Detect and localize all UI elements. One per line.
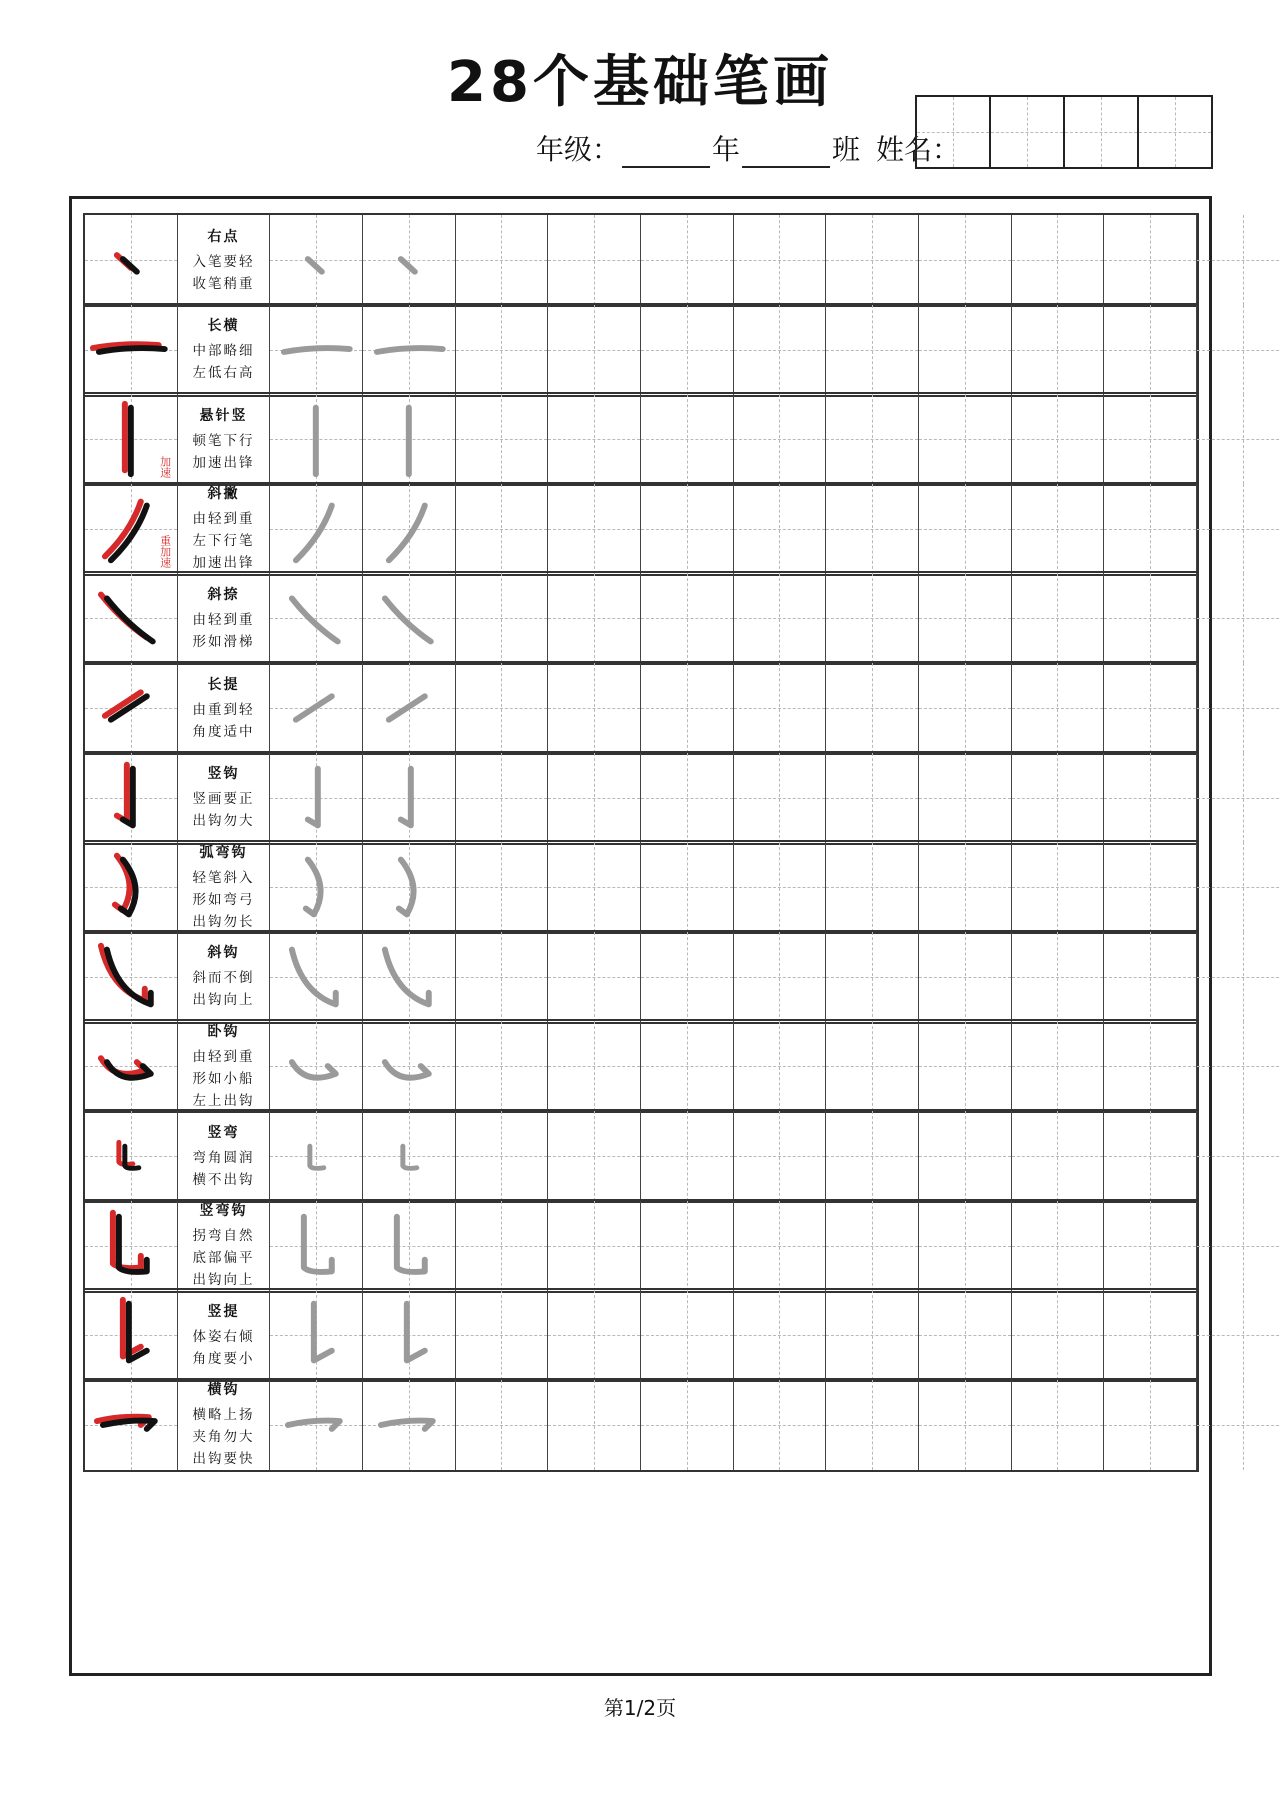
model-stroke-cell [85,1380,178,1470]
practice-cell[interactable] [641,573,734,663]
stroke-name: 弧弯钩 [199,844,248,861]
stroke-tip: 弯角圆润 [192,1149,255,1166]
name-grid[interactable] [915,95,1213,169]
stroke-row [83,303,1199,397]
practice-cell[interactable] [1197,1380,1280,1470]
stroke-info-cell [178,394,271,484]
name-cell[interactable] [991,97,1065,167]
practice-cell[interactable] [919,215,1012,305]
practice-cell[interactable] [1197,753,1280,843]
trace-cell[interactable] [363,1201,456,1291]
trace-stroke-icon [363,1021,455,1111]
stroke-tip: 体姿右倾 [192,1328,255,1345]
practice-cell[interactable] [641,663,734,753]
practice-cell[interactable] [734,1111,827,1201]
trace-stroke-icon [363,932,455,1022]
stroke-name: 卧钩 [207,1023,240,1040]
grade-year-blank[interactable] [622,140,710,168]
stroke-name: 竖提 [207,1303,240,1320]
stroke-info-cell [178,842,271,932]
stroke-name: 悬针竖 [199,407,248,424]
stroke-tip: 出钩要快 [192,1451,255,1468]
trace-cell[interactable] [363,215,456,305]
practice-cell[interactable] [919,663,1012,753]
practice-cell[interactable] [919,753,1012,843]
trace-cell[interactable] [270,305,363,395]
stroke-name: 长横 [207,318,240,335]
stroke-tip: 夹角勿大 [192,1429,255,1446]
practice-cell[interactable] [1197,1021,1280,1111]
practice-cell[interactable] [456,1021,549,1111]
stroke-info-cell [178,753,271,843]
trace-stroke-icon [270,842,362,932]
trace-cell[interactable] [270,1290,363,1380]
model-stroke-icon [85,1111,177,1201]
trace-cell[interactable] [270,1380,363,1470]
trace-cell[interactable] [270,663,363,753]
practice-cell[interactable] [1012,663,1105,753]
practice-cell[interactable] [734,1201,827,1291]
practice-cell[interactable] [1012,573,1105,663]
stroke-tip: 出钩勿长 [192,913,255,930]
practice-cell[interactable] [1197,305,1280,395]
stroke-tip: 形如滑梯 [192,633,255,650]
practice-cell[interactable] [641,1021,734,1111]
stroke-tip: 顿笔下行 [192,432,255,449]
practice-cell[interactable] [548,305,641,395]
practice-cell[interactable] [641,484,734,574]
model-stroke-icon [85,663,177,753]
stroke-tip: 出钩勿大 [192,813,255,830]
practice-cell[interactable] [1012,1201,1105,1291]
stroke-row [83,392,1199,486]
stroke-tip: 形如小船 [192,1070,255,1087]
practice-cell[interactable] [456,305,549,395]
trace-cell[interactable] [363,484,456,574]
model-stroke-cell [85,394,178,484]
stroke-info-cell [178,484,271,574]
trace-stroke-icon [363,753,455,843]
stroke-tip: 角度要小 [192,1350,255,1367]
practice-cell[interactable] [1104,1290,1197,1380]
stroke-row [83,661,1199,755]
model-stroke-cell [85,1201,178,1291]
practice-cell[interactable] [826,1290,919,1380]
stroke-info-cell [178,1021,271,1111]
stroke-tip: 加速出锋 [192,454,255,471]
practice-cell[interactable] [826,1201,919,1291]
model-stroke-cell [85,1021,178,1111]
practice-cell[interactable] [1104,484,1197,574]
stroke-row [83,930,1199,1024]
model-stroke-icon [85,1201,177,1291]
practice-cell[interactable] [919,1290,1012,1380]
grade-label: 年级： [536,133,621,166]
practice-cell[interactable] [1104,932,1197,1022]
practice-cell[interactable] [641,394,734,484]
trace-cell[interactable] [363,1380,456,1470]
stroke-name: 斜捺 [207,586,240,603]
trace-cell[interactable] [270,394,363,484]
practice-cell[interactable] [641,753,734,843]
stroke-info-cell [178,215,271,305]
practice-cell[interactable] [1012,1380,1105,1470]
practice-cell[interactable] [919,1201,1012,1291]
trace-stroke-icon [363,484,455,574]
trace-cell[interactable] [270,573,363,663]
model-stroke-icon [85,305,177,395]
practice-cell[interactable] [919,305,1012,395]
model-stroke-cell [85,753,178,843]
model-stroke-cell [85,215,178,305]
stroke-name: 竖弯 [207,1124,240,1141]
practice-cell[interactable] [456,394,549,484]
practice-cell[interactable] [1104,663,1197,753]
name-label: 姓名： [876,133,961,166]
stroke-tip: 中部略细 [192,343,255,360]
model-stroke-cell [85,842,178,932]
practice-cell[interactable] [1104,1201,1197,1291]
page-number: 第1/2页 [603,1696,677,1720]
model-stroke-icon [85,573,177,663]
model-stroke-icon [85,1290,177,1380]
stroke-info-cell [178,1201,271,1291]
practice-cell[interactable] [1104,215,1197,305]
practice-cell[interactable] [456,1290,549,1380]
practice-cell[interactable] [919,394,1012,484]
stroke-info-cell [178,1111,271,1201]
practice-cell[interactable] [734,1021,827,1111]
practice-cell[interactable] [641,932,734,1022]
practice-cell[interactable] [826,753,919,843]
year-char: 年 [712,133,741,166]
practice-cell[interactable] [1104,394,1197,484]
practice-cell[interactable] [826,1021,919,1111]
model-stroke-cell [85,573,178,663]
practice-cell[interactable] [641,215,734,305]
practice-cell[interactable] [826,1111,919,1201]
practice-cell[interactable] [1197,573,1280,663]
stroke-tip: 横略上扬 [192,1407,255,1424]
trace-stroke-icon [270,1201,362,1291]
practice-cell[interactable] [919,842,1012,932]
practice-cell[interactable] [1104,305,1197,395]
stroke-tip: 左低右高 [192,365,255,382]
practice-cell[interactable] [456,484,549,574]
stroke-tip: 出钩向上 [192,992,255,1009]
practice-cell[interactable] [734,1290,827,1380]
practice-cell[interactable] [548,663,641,753]
practice-cell[interactable] [456,842,549,932]
stroke-tip: 收笔稍重 [192,275,255,292]
trace-stroke-icon [363,394,455,484]
trace-cell[interactable] [363,573,456,663]
trace-cell[interactable] [363,753,456,843]
stroke-tip: 形如弯弓 [192,891,255,908]
stroke-tip: 轻笔斜入 [192,869,255,886]
model-stroke-cell [85,1290,178,1380]
practice-cell[interactable] [1104,753,1197,843]
practice-cell[interactable] [1104,842,1197,932]
practice-cell[interactable] [1012,1021,1105,1111]
trace-stroke-icon [270,1380,362,1470]
trace-cell[interactable] [270,1201,363,1291]
practice-cell[interactable] [548,753,641,843]
practice-cell[interactable] [548,484,641,574]
trace-stroke-icon [270,932,362,1022]
practice-cell[interactable] [919,1021,1012,1111]
stroke-tip: 由重到轻 [192,701,255,718]
practice-cell[interactable] [641,1380,734,1470]
practice-cell[interactable] [826,573,919,663]
practice-cell[interactable] [1197,484,1280,574]
practice-cell[interactable] [1012,1111,1105,1201]
trace-stroke-icon [270,753,362,843]
trace-stroke-icon [363,573,455,663]
trace-stroke-icon [270,215,362,305]
practice-cell[interactable] [548,1021,641,1111]
trace-cell[interactable] [363,663,456,753]
practice-cell[interactable] [1012,394,1105,484]
trace-stroke-icon [363,215,455,305]
stroke-info-cell [178,663,271,753]
practice-cell[interactable] [456,215,549,305]
model-stroke-icon [85,842,177,932]
practice-cell[interactable] [734,484,827,574]
practice-cell[interactable] [456,1111,549,1201]
practice-cell[interactable] [1197,394,1280,484]
model-stroke-icon [85,1380,177,1470]
stroke-info-cell [178,1380,271,1470]
model-stroke-note: 加速 [158,456,172,479]
practice-cell[interactable] [1197,1290,1280,1380]
page-title: 28个基础笔画 [447,50,833,115]
trace-stroke-icon [363,1111,455,1201]
trace-cell[interactable] [363,1290,456,1380]
practice-cell[interactable] [734,663,827,753]
trace-cell[interactable] [270,1111,363,1201]
practice-cell[interactable] [919,573,1012,663]
stroke-tip: 左上出钩 [192,1092,255,1109]
trace-cell[interactable] [363,1111,456,1201]
stroke-name: 横钩 [207,1382,240,1399]
practice-cell[interactable] [1012,1290,1105,1380]
practice-cell[interactable] [734,394,827,484]
class-char: 班 [832,133,861,166]
trace-stroke-icon [363,842,455,932]
practice-cell[interactable] [1197,932,1280,1022]
practice-cell[interactable] [548,215,641,305]
name-cell[interactable] [1065,97,1139,167]
stroke-row [83,1019,1199,1113]
stroke-tip: 由轻到重 [192,511,255,528]
practice-cell[interactable] [734,753,827,843]
practice-cell[interactable] [456,753,549,843]
practice-cell[interactable] [734,573,827,663]
stroke-row [83,1109,1199,1203]
stroke-tip: 斜而不倒 [192,970,255,987]
trace-stroke-icon [363,663,455,753]
practice-cell[interactable] [548,1111,641,1201]
practice-cell[interactable] [548,842,641,932]
stroke-name: 竖钩 [207,766,240,783]
practice-cell[interactable] [1012,932,1105,1022]
model-stroke-cell [85,484,178,574]
stroke-tip: 横不出钩 [192,1171,255,1188]
practice-cell[interactable] [641,842,734,932]
trace-cell[interactable] [270,1021,363,1111]
stroke-row [83,213,1199,307]
stroke-info-cell [178,305,271,395]
trace-cell[interactable] [270,484,363,574]
practice-cell[interactable] [548,573,641,663]
stroke-name: 竖弯钩 [199,1203,248,1220]
trace-cell[interactable] [270,215,363,305]
practice-cell[interactable] [1012,842,1105,932]
trace-stroke-icon [270,1021,362,1111]
practice-cell[interactable] [548,1380,641,1470]
practice-cell[interactable] [456,663,549,753]
trace-cell[interactable] [363,932,456,1022]
trace-stroke-icon [363,1201,455,1291]
stroke-tip: 加速出锋 [192,555,255,572]
stroke-name: 斜撇 [207,486,240,503]
stroke-row [83,1199,1199,1293]
stroke-tip: 左下行笔 [192,533,255,550]
trace-stroke-icon [270,1290,362,1380]
practice-cell[interactable] [1104,1021,1197,1111]
practice-cell[interactable] [919,1111,1012,1201]
practice-cell[interactable] [734,842,827,932]
stroke-tip: 由轻到重 [192,611,255,628]
model-stroke-note: 重加速 [158,534,172,568]
model-stroke-cell [85,663,178,753]
stroke-tip: 底部偏平 [192,1250,255,1267]
trace-stroke-icon [270,394,362,484]
practice-cell[interactable] [548,932,641,1022]
trace-cell[interactable] [363,394,456,484]
trace-stroke-icon [363,1380,455,1470]
model-stroke-cell [85,305,178,395]
stroke-row [83,751,1199,845]
practice-cell[interactable] [734,215,827,305]
trace-cell[interactable] [363,842,456,932]
practice-cell[interactable] [1197,215,1280,305]
student-info [536,132,960,168]
model-stroke-icon [85,753,177,843]
practice-cell[interactable] [641,1201,734,1291]
trace-cell[interactable] [270,753,363,843]
practice-cell[interactable] [826,663,919,753]
class-blank[interactable] [742,140,830,168]
trace-stroke-icon [270,663,362,753]
trace-cell[interactable] [363,305,456,395]
practice-cell[interactable] [456,1201,549,1291]
trace-stroke-icon [270,1111,362,1201]
practice-cell[interactable] [734,932,827,1022]
practice-cell[interactable] [1104,1111,1197,1201]
practice-cell[interactable] [919,932,1012,1022]
practice-cell[interactable] [456,1380,549,1470]
practice-cell[interactable] [1197,842,1280,932]
trace-stroke-icon [363,1290,455,1380]
model-stroke-cell [85,932,178,1022]
stroke-row [83,1378,1199,1472]
practice-cell[interactable] [826,842,919,932]
stroke-row [83,571,1199,665]
practice-cell[interactable] [919,484,1012,574]
stroke-info-cell [178,1290,271,1380]
practice-cell[interactable] [1197,1111,1280,1201]
practice-cell[interactable] [1012,215,1105,305]
practice-cell[interactable] [548,1290,641,1380]
stroke-tip: 由轻到重 [192,1048,255,1065]
stroke-row [83,482,1199,576]
practice-cell[interactable] [734,305,827,395]
practice-cell[interactable] [1197,663,1280,753]
model-stroke-icon [85,1021,177,1111]
model-stroke-icon [85,215,177,305]
model-stroke-cell [85,1111,178,1201]
stroke-name: 右点 [207,228,240,245]
practice-cell[interactable] [1104,1380,1197,1470]
practice-cell[interactable] [826,484,919,574]
practice-cell[interactable] [1012,305,1105,395]
stroke-row [83,840,1199,934]
name-cell[interactable] [1139,97,1211,167]
practice-cell[interactable] [734,1380,827,1470]
practice-cell[interactable] [826,394,919,484]
stroke-tip: 竖画要正 [192,791,255,808]
stroke-name: 长提 [207,676,240,693]
stroke-info-cell [178,573,271,663]
practice-cell[interactable] [1197,1201,1280,1291]
practice-cell[interactable] [456,573,549,663]
trace-cell[interactable] [270,842,363,932]
trace-stroke-icon [270,305,362,395]
stroke-tip: 入笔要轻 [192,253,255,270]
model-stroke-icon [85,932,177,1022]
stroke-tip: 拐弯自然 [192,1228,255,1245]
stroke-row [83,1288,1199,1382]
trace-stroke-icon [363,305,455,395]
trace-cell[interactable] [363,1021,456,1111]
stroke-tip: 出钩向上 [192,1272,255,1289]
practice-cell[interactable] [919,1380,1012,1470]
practice-cell[interactable] [456,932,549,1022]
practice-cell[interactable] [641,305,734,395]
practice-cell[interactable] [1012,753,1105,843]
practice-cell[interactable] [1104,573,1197,663]
practice-cell[interactable] [548,1201,641,1291]
practice-cell[interactable] [641,1290,734,1380]
practice-cell[interactable] [826,932,919,1022]
practice-cell[interactable] [1012,484,1105,574]
practice-cell[interactable] [548,394,641,484]
practice-cell[interactable] [826,215,919,305]
practice-cell[interactable] [826,1380,919,1470]
trace-stroke-icon [270,573,362,663]
trace-cell[interactable] [270,932,363,1022]
practice-cell[interactable] [826,305,919,395]
name-cell[interactable] [917,97,991,167]
stroke-info-cell [178,932,271,1022]
stroke-tip: 角度适中 [192,723,255,740]
stroke-name: 斜钩 [207,945,240,962]
trace-stroke-icon [270,484,362,574]
practice-cell[interactable] [641,1111,734,1201]
